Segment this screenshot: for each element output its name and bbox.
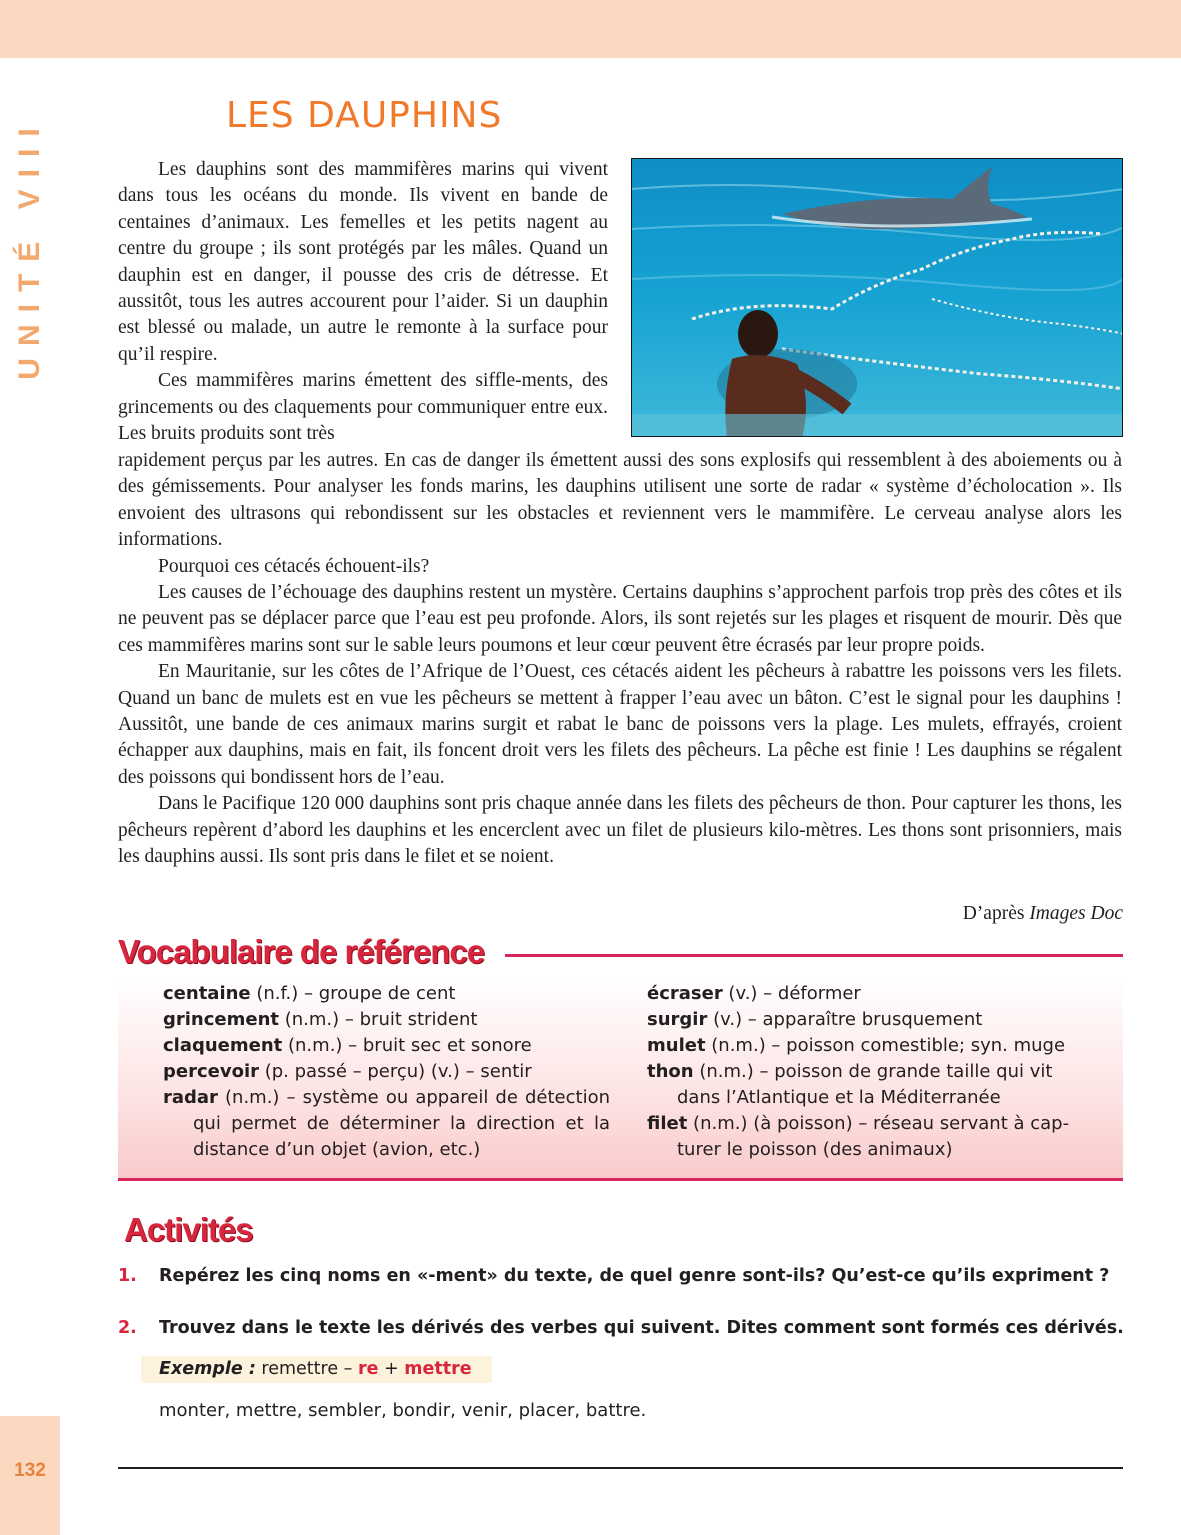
vocabulary-heading: Vocabulaire de référence <box>118 933 485 970</box>
vocab-term: mulet <box>647 1035 706 1056</box>
vocab-entry <box>163 1007 610 1033</box>
header-band <box>0 0 1181 58</box>
example-root: mettre <box>404 1359 472 1379</box>
vocab-definition: (n.m.) (à poisson) – réseau servant à cap-turer le poisson (des animaux) <box>677 1113 1070 1160</box>
vocab-entry <box>647 981 1097 1007</box>
vocab-entry <box>163 1033 610 1059</box>
vocab-definition: (n.m.) – poisson de grande taille qui vit dans l’Atlantique et la Méditerranée <box>677 1061 1053 1108</box>
example-box <box>141 1356 492 1383</box>
example-label: Exemple : <box>159 1359 256 1379</box>
paragraph: Les dauphins sont des mammifères marins qui vivent dans tous les océans du monde. Ils vivent en bande de centaines d’animaux. Les femelles et les petits nagent au centre du groupe ; ils sont protégés par les mâles. Quand un dauphin est en danger, il pousse des cris de détresse. Et aussitôt, tous les autres accourent pour l’aider. Si un dauphin est blessé ou malade, un autre le remonte à la surface pour qu’il respire. <box>118 159 608 365</box>
paragraph: Ces mammifères marins émettent des siffle-ments, des grincements ou des claquements pour communiquer entre eux. Les bruits produits sont très <box>118 370 608 445</box>
vocab-definition: (n.m.) – bruit strident <box>279 1009 478 1030</box>
source-work: Images Doc <box>1029 903 1123 924</box>
activity-number: 1. <box>118 1266 137 1286</box>
vocab-term: filet <box>647 1113 688 1134</box>
verb-list: monter, mettre, sembler, bondir, venir, placer, battre. <box>159 1400 647 1421</box>
vocab-term: surgir <box>647 1009 708 1030</box>
vocab-definition: (n.m.) – bruit sec et sonore <box>282 1035 532 1056</box>
vocab-entry <box>163 1085 610 1163</box>
unit-label-text: UNITÉ VIII <box>13 116 46 380</box>
vocab-term: centaine <box>163 983 251 1004</box>
vocab-entry <box>647 1059 1097 1111</box>
vocab-entry <box>647 1007 1097 1033</box>
activity-text: Repérez les cinq noms en «-ment» du texte, de quel genre sont-ils? Qu’est-ce qu’ils expriment ? <box>159 1266 1110 1286</box>
paragraph: Dans le Pacifique 120 000 dauphins sont pris chaque année dans les filets des pêcheurs de thon. Pour capturer les thons, les pêcheurs repèrent d’abord les dauphins et les encerclent avec un filet de plusieurs kilo-mètres. Les thons sont prisonniers, mais les dauphins aussi. Ils sont pris dans le filet et se noient. <box>118 793 1122 868</box>
paragraph: Les causes de l’échouage des dauphins restent un mystère. Certains dauphins s’approchent parfois trop près des côtes et ils ne peuvent pas se déplacer parce que l’eau est peu profonde. Alors, ils sont rejetés sur les plages et risquent de mourir. Dès que ces mammifères marins sont sur le sable leurs poumons et leur cœur peuvent être écrasés par leur propre poids. <box>118 582 1122 656</box>
vocab-definition: (n.m.) – système ou appareil de détection qui permet de déterminer la direction et la distance d’un objet (avion, etc.) <box>193 1087 610 1160</box>
vocabulary-rule <box>505 954 1123 957</box>
source-citation <box>963 901 1123 927</box>
example-plus: + <box>378 1359 405 1379</box>
vocab-term: grincement <box>163 1009 280 1030</box>
vocab-entry <box>647 1033 1097 1059</box>
page-title: LES DAUPHINS <box>226 95 503 136</box>
page-number: 132 <box>14 1460 46 1481</box>
vocab-definition: (n.f.) – groupe de cent <box>250 983 456 1004</box>
activities-heading: Activités <box>124 1211 253 1248</box>
vocabulary-bottom-rule <box>118 1178 1123 1181</box>
vocab-definition: (v.) – déformer <box>722 983 861 1004</box>
vocab-definition: (v.) – apparaître brusquement <box>707 1009 983 1030</box>
article-text-body <box>118 448 1122 871</box>
paragraph: En Mauritanie, sur les côtes de l’Afrique de l’Ouest, ces cétacés aident les pêcheurs à rabattre les poissons vers les filets. Quand un banc de mulets est en vue les pêcheurs se mettent à frapper l’eau avec un bâton. C’est le signal pour les dauphins ! Aussitôt, une bande de ces animaux marins surgit et rabat le banc de poissons vers la plage. Les mulets, effrayés, croient échapper aux dauphins, mais en fait, ils foncent droit vers les filets des pêcheurs. La pêche est finie ! Les dauphins se régalent des poissons qui bondissent hors de l’eau. <box>118 661 1122 788</box>
vocab-term: écraser <box>647 983 723 1004</box>
unit-label <box>13 108 70 388</box>
vocab-definition: (n.m.) – poisson comestible; syn. muge <box>705 1035 1066 1056</box>
paragraph-continued: rapidement perçus par les autres. En cas de danger ils émettent aussi des sons explosifs qui ressemblent à des aboiements ou à des gémissements. Pour analyser les fonds marins, les dauphins utilisent une sorte de radar « système d’écholocation ». Ils envoient des ultrasons qui rebondissent sur les obstacles et reviennent vers le mammifère. Le cerveau analyse alors les informations. <box>118 450 1122 551</box>
vocab-term: radar <box>163 1087 218 1108</box>
vocab-definition: (p. passé – perçu) (v.) – sentir <box>259 1061 532 1082</box>
vocabulary-right-column <box>647 981 1097 1163</box>
activity-number: 2. <box>118 1318 137 1338</box>
vocab-entry <box>163 1059 610 1085</box>
article-text-top <box>118 157 608 447</box>
vocab-entry <box>647 1111 1097 1163</box>
vocab-term: thon <box>647 1061 694 1082</box>
dolphin-fisherman-photo <box>631 158 1123 437</box>
vocab-entry <box>163 981 610 1007</box>
example-word: remettre – <box>255 1359 358 1379</box>
source-prefix: D’après <box>962 903 1030 924</box>
paragraph: Pourquoi ces cétacés échouent-ils? <box>158 555 430 577</box>
vocab-term: percevoir <box>163 1061 259 1082</box>
footer-rule <box>118 1467 1123 1469</box>
example-prefix: re <box>357 1359 379 1379</box>
vocab-term: claquement <box>163 1035 283 1056</box>
vocabulary-left-column <box>163 981 610 1163</box>
activity-text: Trouvez dans le texte les dérivés des verbes qui suivent. Dites comment sont formés ces dérivés. <box>159 1318 1124 1338</box>
